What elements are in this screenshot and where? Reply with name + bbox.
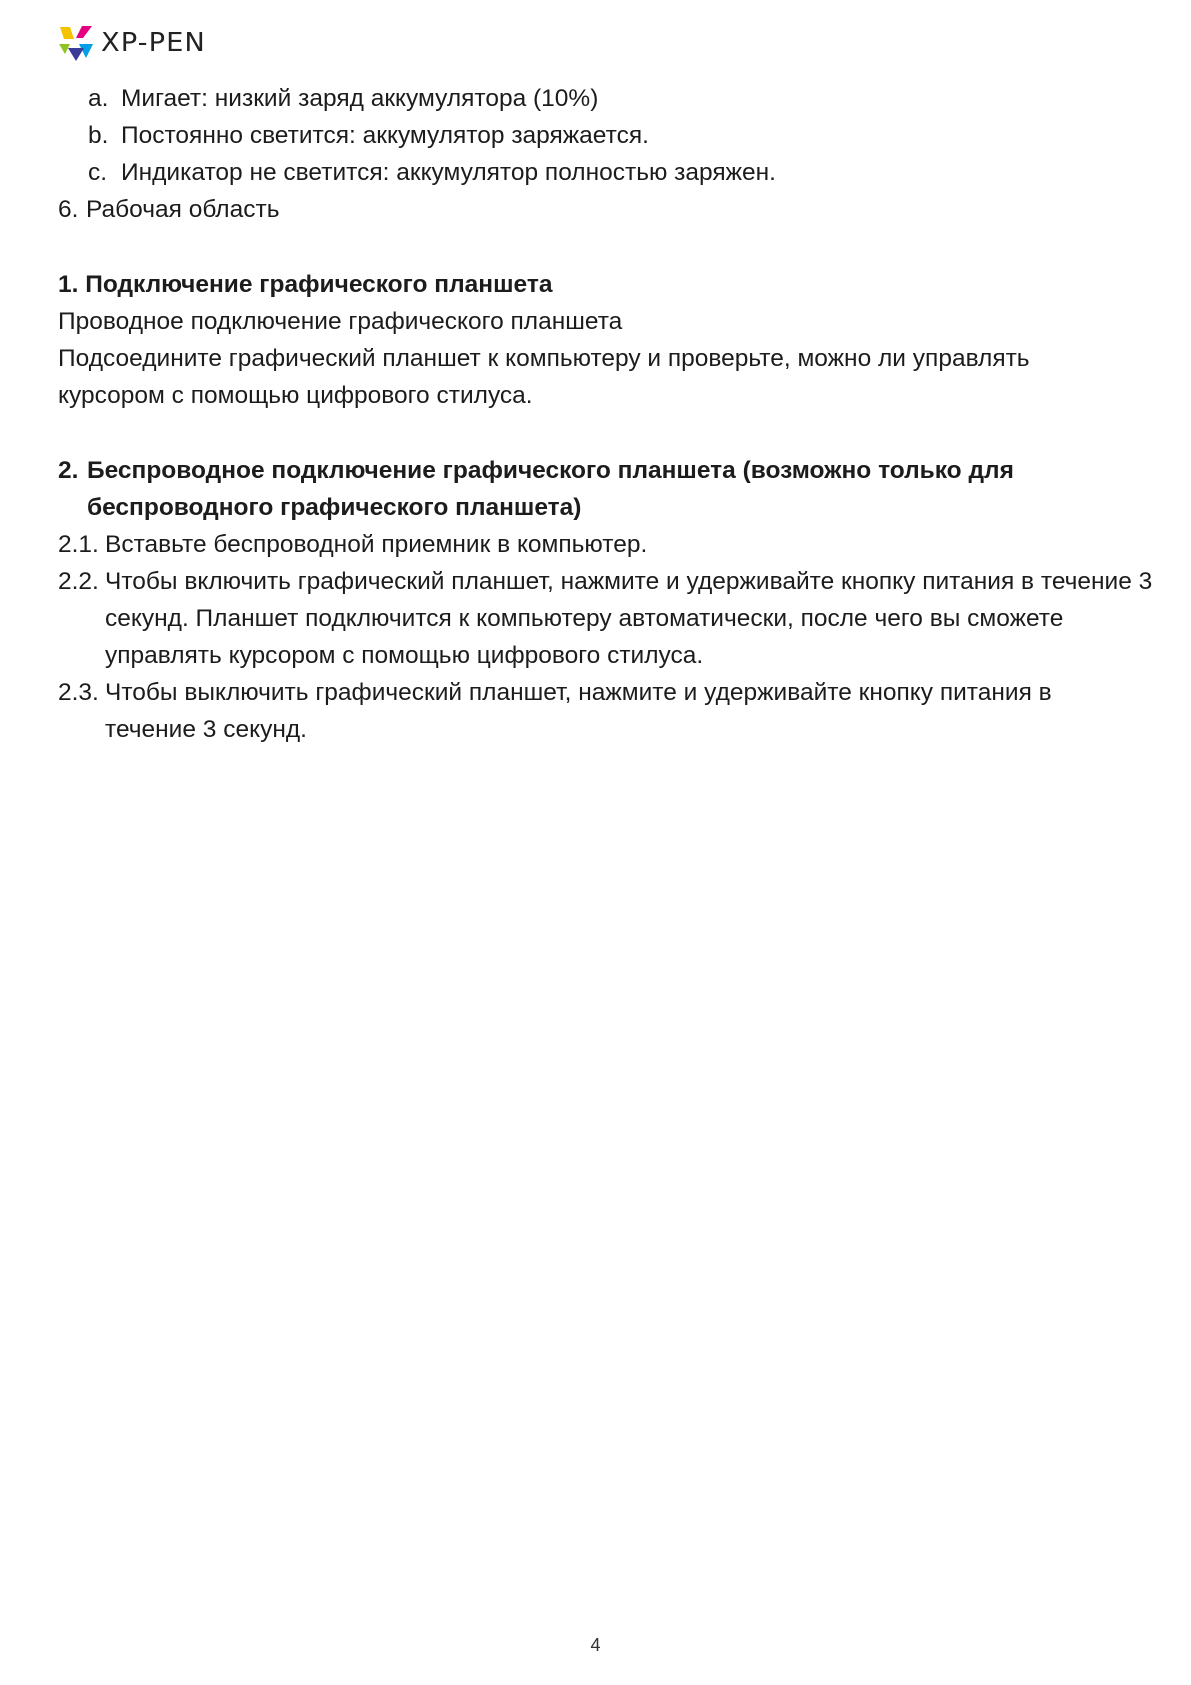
section-1-heading: 1. Подключение графического планшета <box>58 271 553 298</box>
list-marker: 6. <box>58 196 79 223</box>
section-2-heading-text: Беспроводное подключение графического планшета (возможно только для беспроводного графического планшета) <box>87 457 1014 521</box>
list-item <box>58 117 1138 154</box>
step-text: Чтобы выключить графический планшет, нажмите и удерживайте кнопку питания в течение 3 секунд. <box>105 679 1052 743</box>
list-item <box>58 191 1138 228</box>
list-marker: c. <box>88 159 108 186</box>
step-marker: 2.2. <box>58 568 99 595</box>
list-marker: b. <box>88 122 109 149</box>
step-text: Чтобы включить графический планшет, нажмите и удерживайте кнопку питания в течение 3 секунд. Планшет подключится к компьютеру автоматически, после чего вы сможете управлять курсором с помощью цифрового стилуса. <box>105 568 1153 669</box>
list-item <box>58 154 1138 191</box>
list-item <box>58 80 1138 117</box>
section-2-heading-marker: 2. <box>58 457 79 484</box>
xp-pen-logo-icon <box>57 24 95 62</box>
logo-text: XP-PEN <box>101 28 206 58</box>
step-item <box>58 674 1145 748</box>
list-item-text: Постоянно светится: аккумулятор заряжается. <box>121 122 649 149</box>
section-2-heading <box>58 452 1097 526</box>
list-marker: a. <box>88 85 109 112</box>
step-item <box>58 526 1165 563</box>
step-item <box>58 563 1170 674</box>
section-1-subtitle: Проводное подключение графического планшета <box>58 308 623 335</box>
section-1-body: Подсоедините графический планшет к компьютеру и проверьте, можно ли управлять курсором с помощью цифрового стилуса. <box>58 345 1030 409</box>
document-body <box>58 80 1153 748</box>
list-item-text: Мигает: низкий заряд аккумулятора (10%) <box>121 85 599 112</box>
page-number: 4 <box>590 1635 601 1655</box>
step-marker: 2.1. <box>58 531 99 558</box>
list-item-text: Рабочая область <box>86 196 280 223</box>
brand-logo <box>57 22 206 64</box>
step-text: Вставьте беспроводной приемник в компьютер. <box>105 531 648 558</box>
list-item-text: Индикатор не светится: аккумулятор полностью заряжен. <box>121 159 776 186</box>
step-marker: 2.3. <box>58 679 99 706</box>
